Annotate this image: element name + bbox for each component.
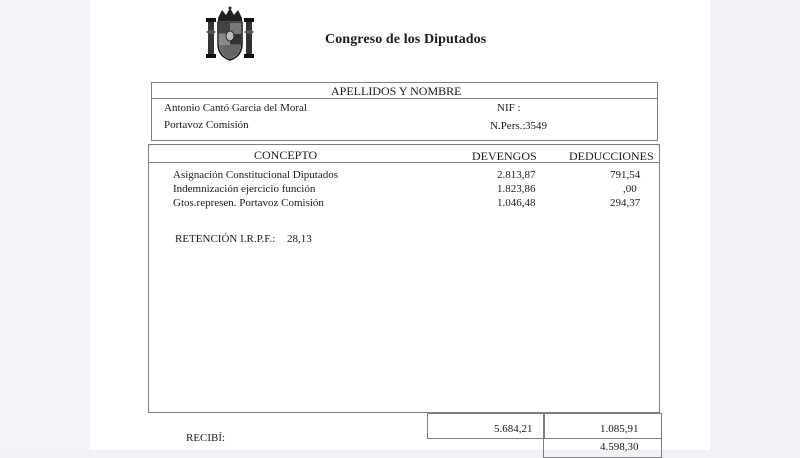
row-devengos: 1.046,48 xyxy=(497,197,536,209)
row-concept: Asignación Constitucional Diputados xyxy=(173,169,338,181)
retention-value: 28,13 xyxy=(287,233,312,245)
row-concept: Gtos.represen. Portavoz Comisión xyxy=(173,197,324,209)
total-devengos: 5.684,21 xyxy=(494,423,533,435)
net-total: 4.598,30 xyxy=(600,441,639,453)
row-deducciones: 791,54 xyxy=(610,169,641,181)
page-margin-right xyxy=(710,0,800,450)
institution-title: Congreso de los Diputados xyxy=(325,32,487,47)
page-margin-left xyxy=(0,0,90,450)
header-devengos: DEVENGOS xyxy=(472,149,537,163)
header-deducciones: DEDUCCIONES xyxy=(569,149,654,163)
employee-name: Antonio Cantó Garcia del Moral xyxy=(164,102,307,114)
received-label: RECIBÍ: xyxy=(186,432,226,444)
employee-position: Portavoz Comisión xyxy=(164,119,249,131)
nif-label: NIF : xyxy=(497,102,521,114)
identity-section-title: APELLIDOS Y NOMBRE xyxy=(331,84,462,98)
coat-of-arms-icon xyxy=(204,6,256,62)
row-devengos: 2.813,87 xyxy=(497,169,536,181)
row-deducciones: 294,37 xyxy=(610,197,641,209)
npers-value: 3549 xyxy=(525,120,547,132)
retention-label: RETENCIÓN I.R.P.F.: xyxy=(175,233,276,245)
row-concept: Indemnización ejercicio función xyxy=(173,183,316,195)
total-deducciones: 1.085,91 xyxy=(600,423,639,435)
header-concept: CONCEPTO xyxy=(254,148,318,162)
row-deducciones: ,00 xyxy=(623,183,637,195)
npers-label: N.Pers.: xyxy=(490,120,526,132)
row-devengos: 1.823,86 xyxy=(497,183,536,195)
